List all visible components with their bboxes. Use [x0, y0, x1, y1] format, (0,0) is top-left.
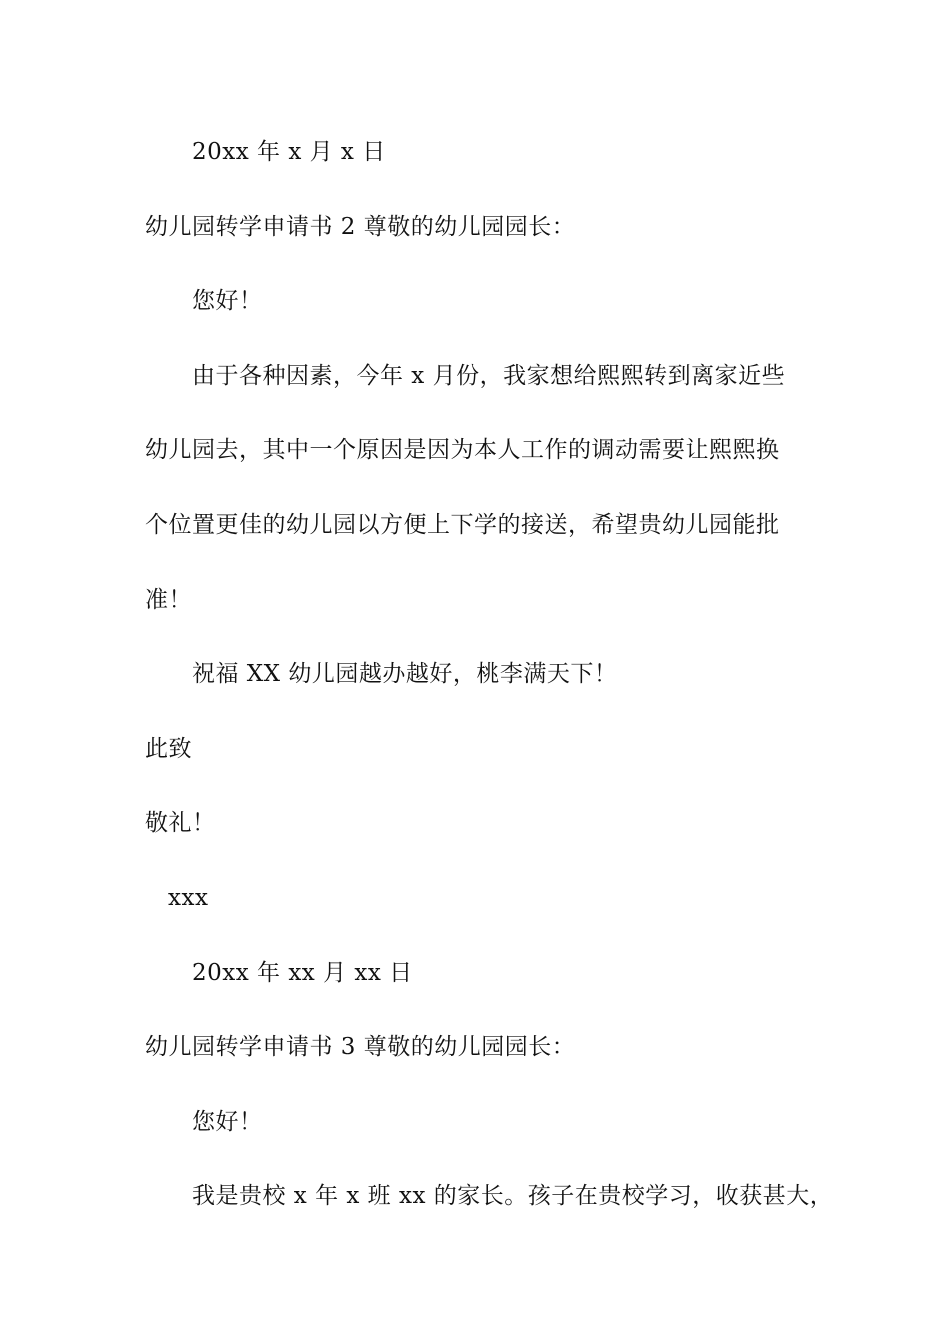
letter-2-heading: 幼儿园转学申请书 2 尊敬的幼儿园园长：	[145, 214, 576, 240]
greeting-1: 您好！	[192, 288, 263, 314]
body-line-1: 由于各种因素，今年 x 月份，我家想给熙熙转到离家近些	[192, 363, 786, 389]
closing-line-2: 敬礼！	[145, 810, 216, 836]
body-line-4: 准！	[145, 587, 192, 613]
body-line-2: 幼儿园去，其中一个原因是因为本人工作的调动需要让熙熙换	[145, 437, 780, 463]
greeting-2: 您好！	[192, 1109, 263, 1135]
signature: xxx	[168, 885, 209, 911]
closing-line-1: 此致	[145, 736, 192, 762]
date-line-1: 20xx 年 x 月 x 日	[192, 139, 386, 165]
body-line-5: 我是贵校 x 年 x 班 xx 的家长。孩子在贵校学习，收获甚大，	[192, 1183, 834, 1209]
blessing-line: 祝福 XX 幼儿园越办越好，桃李满天下！	[192, 661, 618, 687]
body-line-3: 个位置更佳的幼儿园以方便上下学的接送，希望贵幼儿园能批	[145, 512, 780, 538]
date-line-2: 20xx 年 xx 月 xx 日	[192, 960, 413, 986]
letter-3-heading: 幼儿园转学申请书 3 尊敬的幼儿园园长：	[145, 1034, 576, 1060]
